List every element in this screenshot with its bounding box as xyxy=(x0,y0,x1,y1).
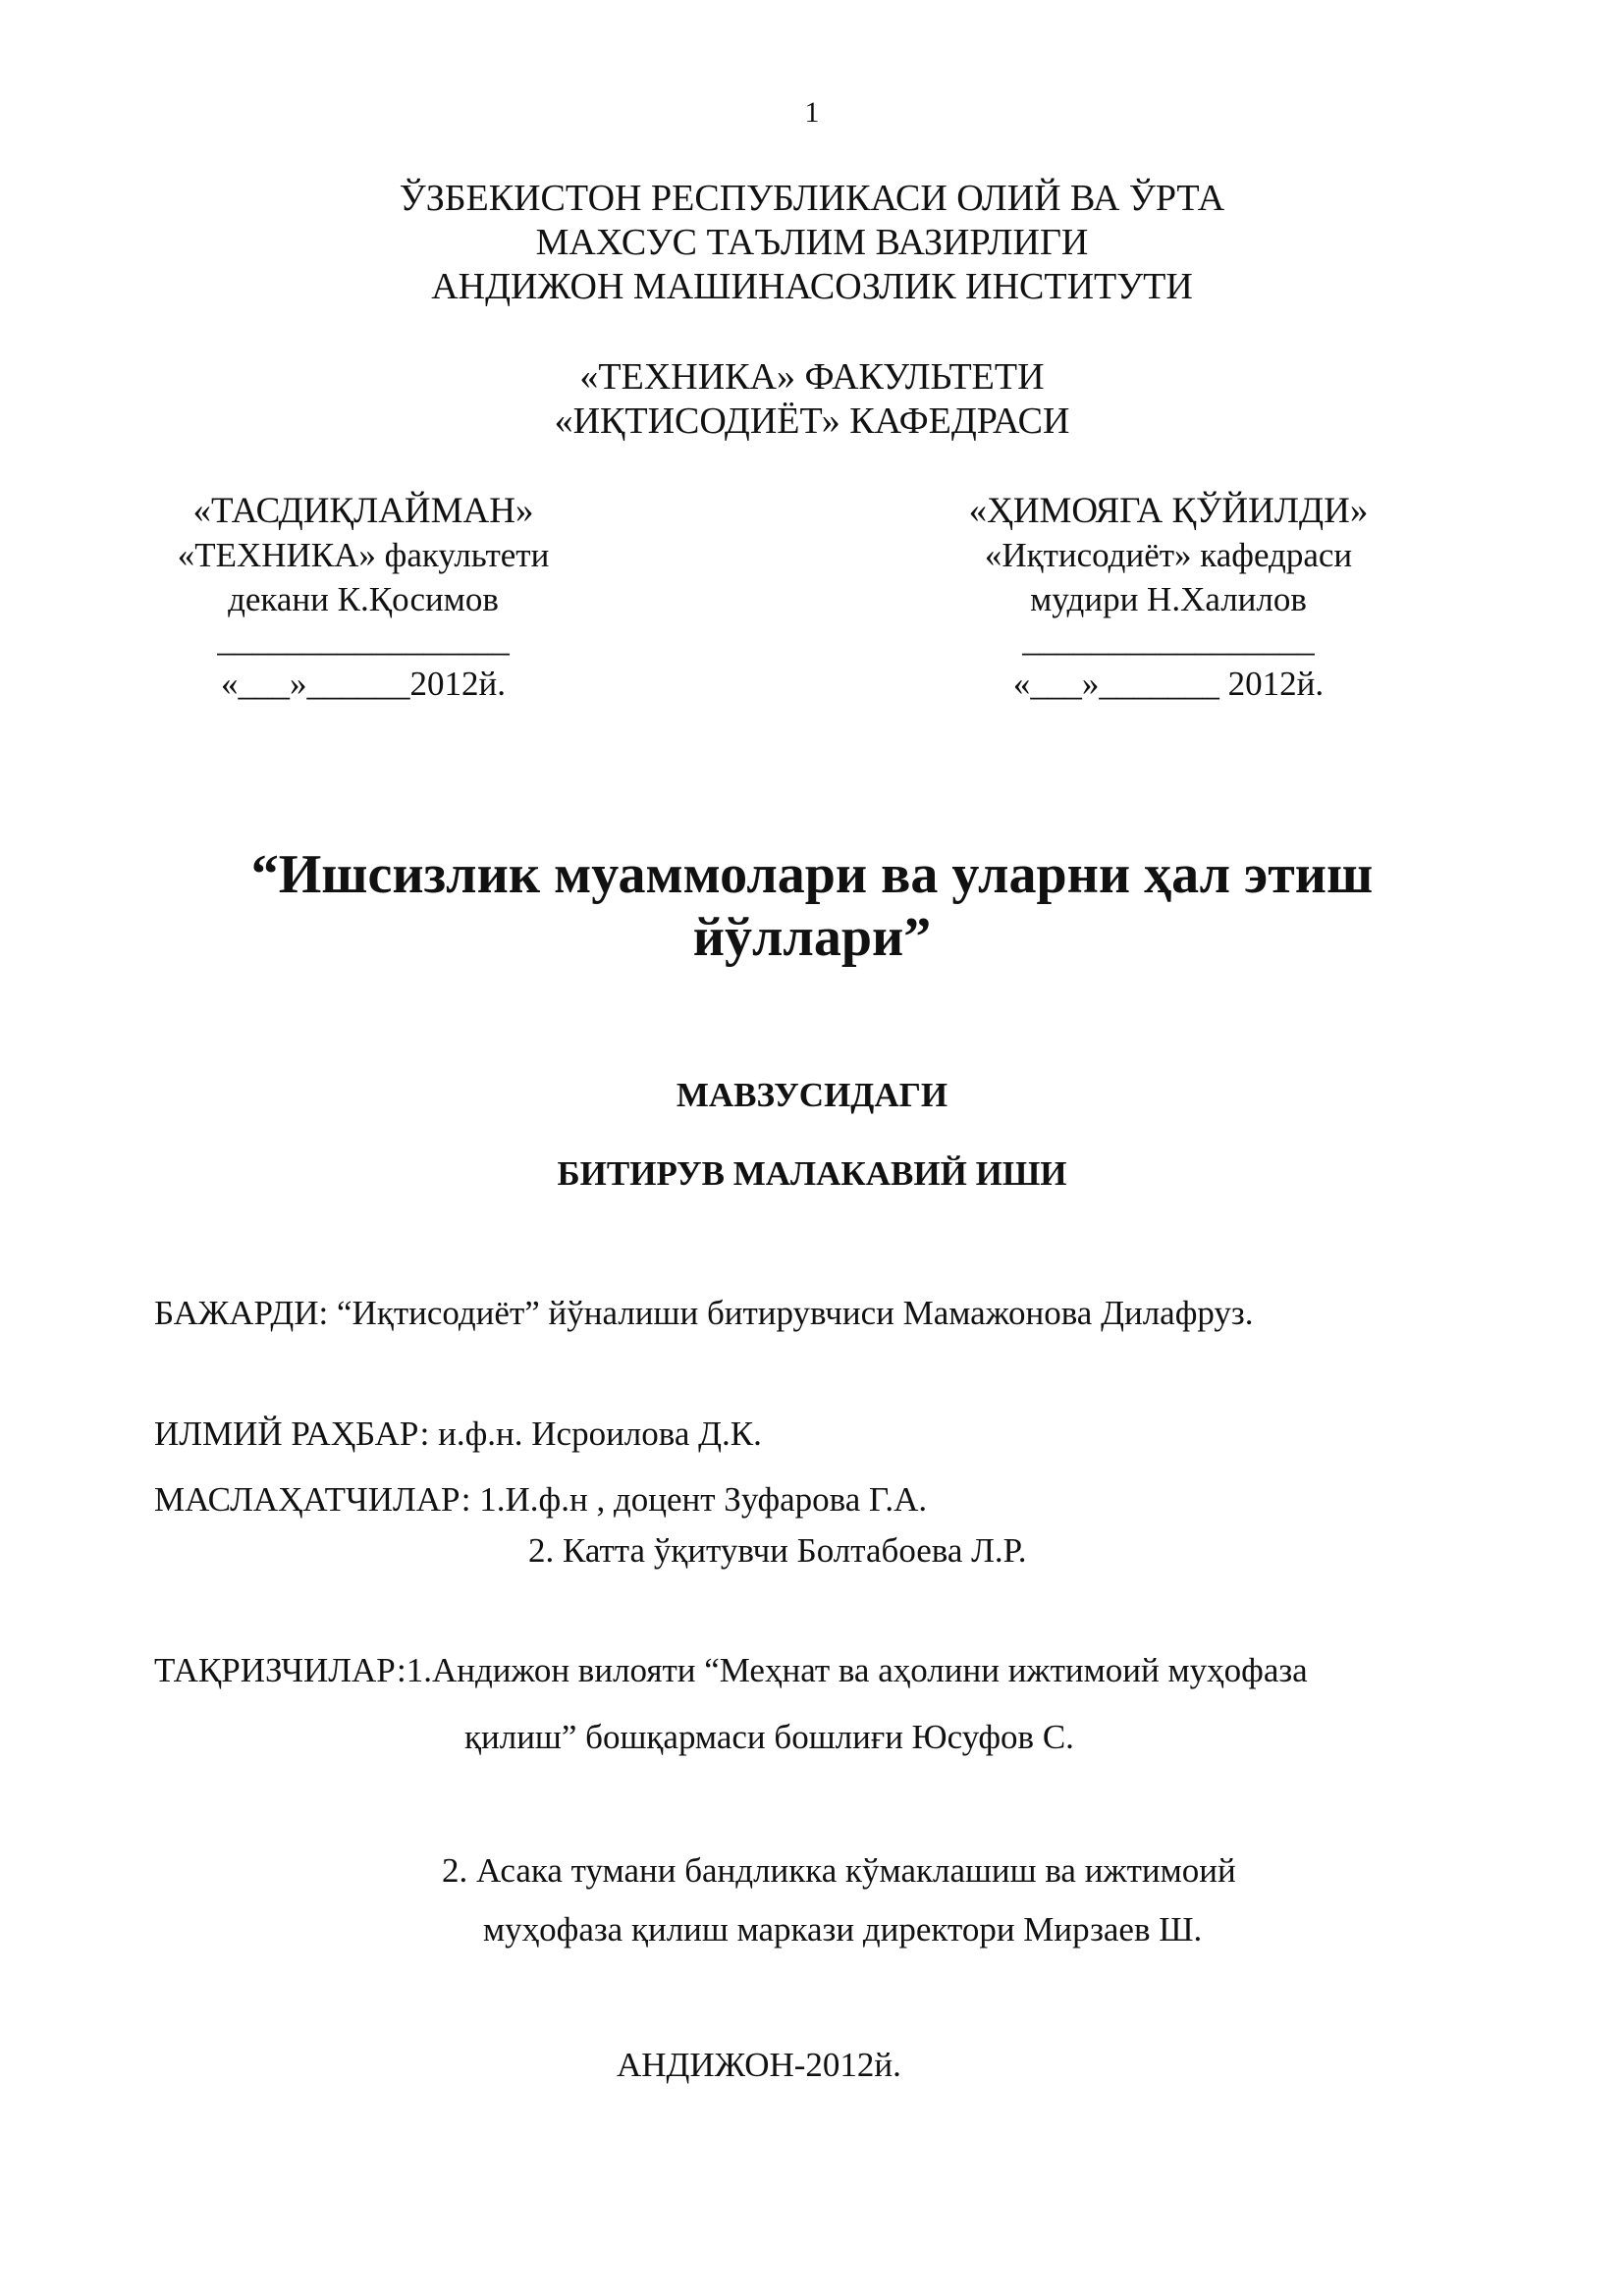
approval-heading-right: «ҲИМОЯГА ҚЎЙИЛДИ» xyxy=(968,491,1369,531)
performed-by: БАЖАРДИ: “Иқтисодиёт” йўналиши битирувчиси Мамажонова Дилафруз. xyxy=(154,1294,1254,1332)
reviewer-1-line-1: ТАҚРИЗЧИЛАР:1.Андижон вилояти “Меҳнат ва аҳолини ижтимоий муҳофаза xyxy=(154,1651,1308,1689)
date-line-right: «___»_______ 2012й. xyxy=(1012,665,1325,703)
page-number: 1 xyxy=(804,96,820,129)
approval-faculty-left: «ТЕХНИКА» факультети xyxy=(177,536,550,574)
title-line-1: “Ишсизлик муаммолари ва уларни ҳал этиш xyxy=(250,844,1374,905)
approval-block-right xyxy=(923,489,1414,706)
ministry-line-1: ЎЗБЕКИСТОН РЕСПУБЛИКАСИ ОЛИЙ ВА ЎРТА xyxy=(399,178,1225,219)
scientific-advisor: ИЛМИЙ РАҲБАР: и.ф.н. Исроилова Д.К. xyxy=(154,1415,762,1453)
subtitle-work-type: БИТИРУВ МАЛАКАВИЙ ИШИ xyxy=(557,1154,1067,1193)
consultants-line-2: 2. Катта ўқитувчи Болтабоева Л.Р. xyxy=(528,1531,1027,1570)
footer-city-year: АНДИЖОН-2012й. xyxy=(617,2046,901,2084)
approval-heading-left: «ТАСДИҚЛАЙМАН» xyxy=(192,491,534,531)
institute-name: АНДИЖОН МАШИНАСОЗЛИК ИНСТИТУТИ xyxy=(431,266,1193,307)
reviewer-2-line-2: муҳофаза қилиш маркази директори Мирзаев Ш. xyxy=(483,1910,1203,1949)
signature-line-left: _________________ xyxy=(217,620,510,659)
subtitle-topic: МАВЗУСИДАГИ xyxy=(676,1076,948,1114)
approval-department-right: «Иқтисодиёт» кафедраси xyxy=(984,536,1353,574)
signature-line-right: _________________ xyxy=(1022,620,1315,659)
approval-dean-left: декани К.Қосимов xyxy=(228,580,499,618)
date-line-left: «___»______2012й. xyxy=(221,665,506,703)
faculty-name: «ТЕХНИКА» ФАКУЛЬТЕТИ xyxy=(579,356,1045,398)
consultants-line-1: МАСЛАҲАТЧИЛАР: 1.И.ф.н , доцент Зуфарова Г.А. xyxy=(154,1480,928,1519)
reviewer-2-line-1: 2. Асака тумани бандликка кўмаклашиш ва ижтимоий xyxy=(442,1851,1236,1890)
department-name: «ИҚТИСОДИЁТ» КАФЕДРАСИ xyxy=(554,400,1070,442)
ministry-line-2: МАХСУС ТАЪЛИМ ВАЗИРЛИГИ xyxy=(535,222,1089,263)
reviewer-1-line-2: қилиш” бошқармаси бошлиғи Юсуфов С. xyxy=(464,1718,1074,1756)
title-line-2: йўллари” xyxy=(692,907,932,968)
approval-block-left xyxy=(118,489,609,706)
approval-head-right: мудири Н.Халилов xyxy=(1030,580,1307,618)
